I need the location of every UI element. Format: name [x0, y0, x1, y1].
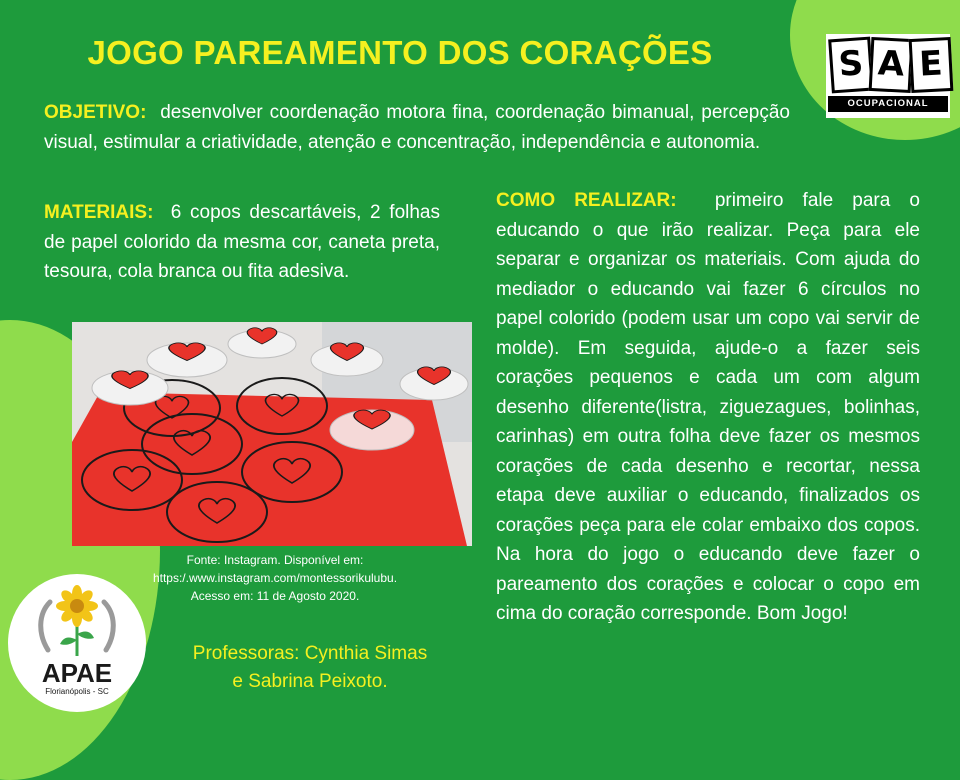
materiais-label: MATERIAIS: — [44, 202, 154, 223]
sae-logo-letter: A — [869, 37, 914, 93]
objetivo-section — [44, 98, 790, 157]
sae-logo-subtitle: OCUPACIONAL — [828, 96, 948, 112]
sunflower-hands-icon — [8, 574, 146, 660]
objetivo-text: desenvolver coordenação motora fina, coordenação bimanual, percepção visual, estimular a criatividade, atenção e concentração, independência e autonomia. — [44, 102, 790, 153]
game-photo — [72, 322, 472, 546]
professoras-credit — [160, 640, 460, 696]
caption-line: Acesso em: 11 de Agosto 2020. — [190, 589, 360, 603]
photo-caption — [110, 551, 440, 605]
como-realizar-label: COMO REALIZAR: — [496, 190, 677, 211]
apae-logo-city: Florianópolis - SC — [45, 687, 109, 696]
page-title: JOGO PAREAMENTO DOS CORAÇÕES — [87, 34, 713, 71]
professoras-line: e Sabrina Peixoto. — [232, 671, 388, 692]
materiais-section — [44, 198, 440, 287]
sae-logo-letter: E — [909, 37, 954, 93]
sae-logo — [826, 34, 950, 118]
como-realizar-text: primeiro fale para o educando o que irão realizar. Peça para ele separar e organizar os materiais. Com ajuda do mediador o educando vai fazer 6 círculos no papel colorido (podem usar um copo vai servir de molde). Em seguida, ajude-o a fazer seis corações pequenos e cada um com algum desenho diferente(listra, ziguezagues, bolinhas, carinhas) em outra folha deve fazer os mesmos corações de cada desenho e recortar, nessa etapa deve auxiliar o educando, finalizados os corações peça para ele colar embaixo dos copos. Na hora do jogo o educando deve fazer o pareamento dos corações e colocar o copo em cima do coração corresponde. Bom Jogo! — [496, 190, 920, 624]
apae-logo — [8, 574, 146, 712]
como-realizar-section — [496, 186, 920, 629]
materiais-text: 6 copos descartáveis, 2 folhas de papel colorido da mesma cor, caneta preta, tesoura, cola branca ou fita adesiva. — [44, 202, 441, 282]
caption-line: https:/.www.instagram.com/montessorikulubu. — [152, 571, 398, 585]
sae-logo-letter: S — [828, 37, 874, 94]
caption-line: Fonte: Instagram. Disponível em: — [186, 553, 364, 567]
professoras-line: Professoras: Cynthia Simas — [192, 643, 428, 664]
apae-logo-name: APAE — [41, 658, 113, 688]
objetivo-label: OBJETIVO: — [44, 102, 147, 123]
